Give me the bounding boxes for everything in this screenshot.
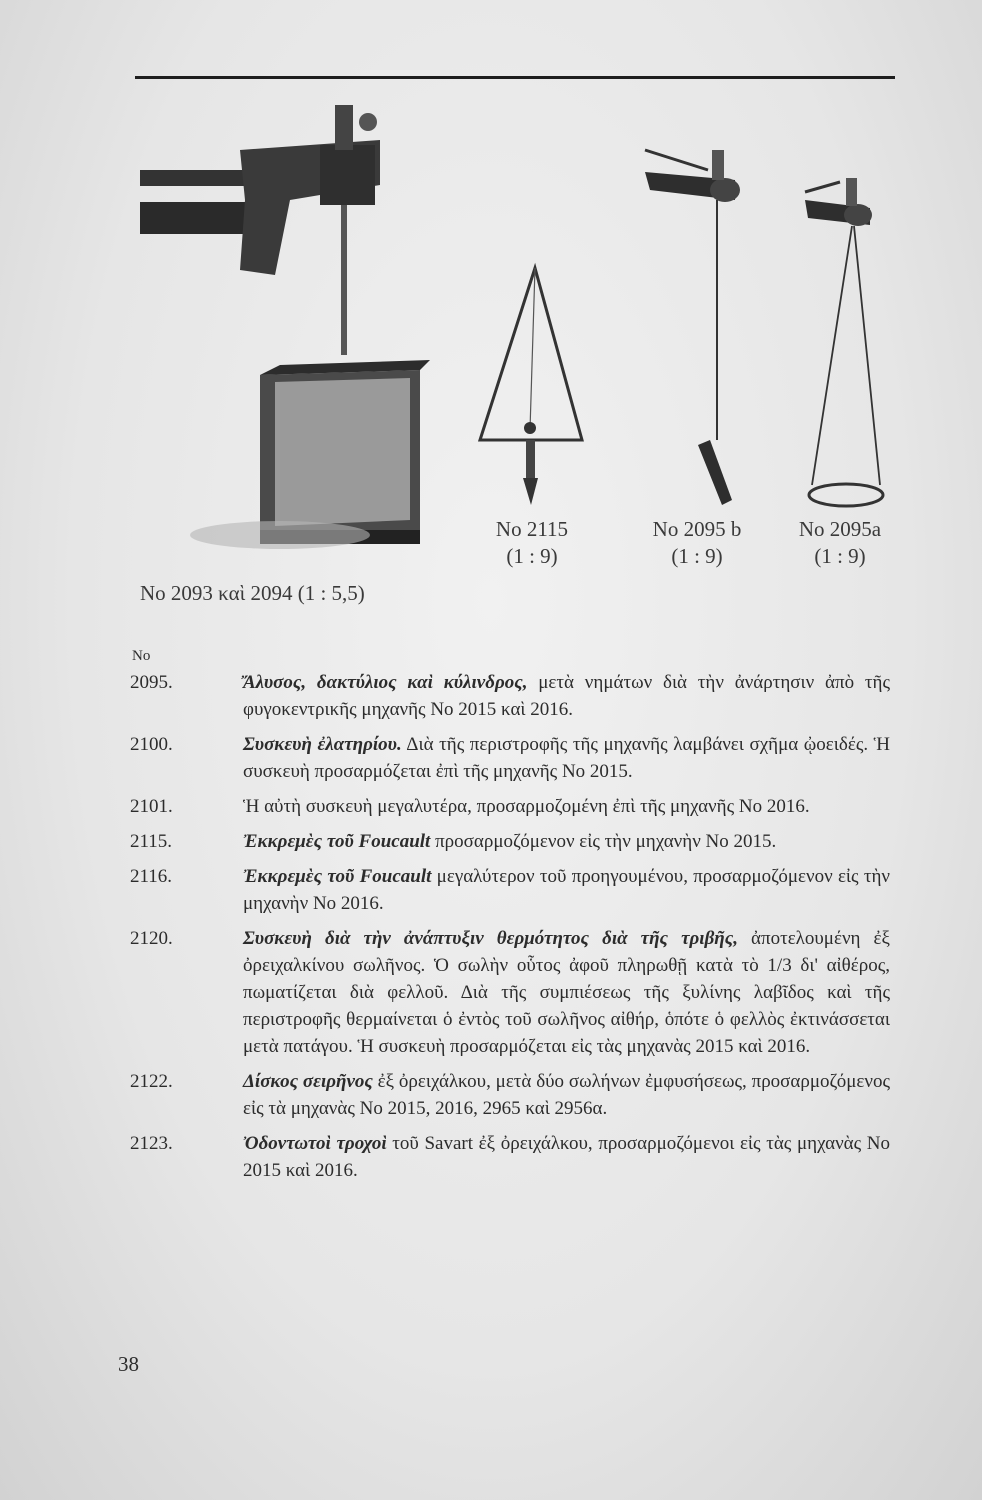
entry-title: Δίσκος σειρῆνος [243, 1071, 373, 1092]
entry-text: Ἡ αὐτὴ συσκευὴ μεγαλυτέρα, προσαρμοζομένη ἐπὶ τῆς μηχανῆς No 2016. [243, 796, 810, 817]
caption-2095a-label: No 2095a [798, 517, 882, 541]
entry-text: τοῦ Savart ἐξ ὀρειχάλκου, προσαρμοζόμενοι εἰς τὰς μηχανὰς No 2015 καὶ 2016. [243, 1133, 891, 1181]
catalog-entries [130, 648, 890, 1192]
caption-2095a-scale: (1 : 9) [814, 544, 866, 568]
hanging-cylinder-figure [640, 90, 770, 520]
foucault-pendulum-figure [470, 90, 600, 520]
entry-title: Ἐκκρεμὲς τοῦ Foucault [243, 831, 431, 852]
list-item [130, 669, 890, 723]
caption-2095b [622, 516, 772, 570]
entry-number: 2116. [130, 866, 173, 887]
entry-number: 2095. [130, 672, 173, 693]
list-item [130, 1068, 890, 1122]
entry-title: Ἄλυσος, δακτύλιος καὶ κύλινδρος, [243, 672, 528, 693]
entry-number: 2120. [130, 928, 173, 949]
list-item [130, 863, 890, 917]
entry-title: Συσκευὴ διὰ τὴν ἀνάπτυξιν θερμότητος διὰ τῆς τριβῆς, [243, 928, 738, 949]
caption-2115-label: No 2115 [495, 517, 569, 541]
number-column-header: No [132, 648, 151, 664]
entry-title: Συσκευὴ ἐλατηρίου. [243, 734, 402, 755]
entry-text: προσαρμοζόμενον εἰς τὴν μηχανὴν No 2015. [430, 831, 777, 852]
entry-title: Ὀδοντωτοὶ τροχοὶ [243, 1133, 387, 1154]
clamp-box-figure [130, 90, 460, 560]
entry-number: 2100. [130, 734, 173, 755]
caption-2115 [472, 516, 592, 570]
entry-text: ἀποτελουμένη ἐξ ὀρειχαλκίνου σωλῆνος. Ὁ σωλὴν οὗτος ἀφοῦ πληρωθῇ κατὰ τὸ 1/3 δι' αἰθέρος, πωματίζεται διὰ φελλοῦ. Διὰ τῆς συμπιέσεως τῆς ξυλίνης λαβῖδος καὶ τῆς περιστροφῆς θερμαίνεται ὁ ἐντὸς τοῦ σωλῆνος αἰθήρ, ὁπότε ὁ φελλὸς ἐκτινάσσεται μετὰ πατάγου. Ἡ συσκευὴ προσαρμόζεται εἰς τὰς μηχανὰς 2015 καὶ 2016. [243, 928, 891, 1057]
caption-2093 [140, 580, 460, 607]
caption-2095a [770, 516, 910, 570]
list-item [130, 793, 890, 820]
entry-title: Ἐκκρεμὲς τοῦ Foucault [243, 866, 432, 887]
top-rule [135, 76, 895, 79]
entry-text: ἐξ ὀρειχάλκου, μετὰ δύο σωλήνων ἐμφυσήσεως, προσαρμοζόμενος εἰς τὰ μηχανὰς No 2015, 2016, 2965 καὶ 2956α. [243, 1071, 891, 1119]
entry-number: 2122. [130, 1071, 173, 1092]
caption-2095b-scale: (1 : 9) [671, 544, 723, 568]
list-item [130, 731, 890, 785]
caption-2095b-label: No 2095 b [652, 517, 742, 541]
list-item [130, 1130, 890, 1184]
entry-text: μετὰ νημάτων διὰ τὴν ἀνάρτησιν ἀπὸ τῆς φυγοκεντρικῆς μηχανῆς No 2015 καὶ 2016. [243, 672, 890, 720]
entry-text: μεγαλύτερον τοῦ προηγουμένου, προσαρμοζόμενον εἰς τὴν μηχανὴν No 2016. [243, 866, 890, 914]
caption-2093-text: No 2093 καὶ 2094 (1 : 5,5) [140, 581, 365, 605]
list-item [130, 925, 890, 1060]
hanging-ring-figure [790, 90, 910, 520]
entry-number: 2101. [130, 796, 173, 817]
page-number: 38 [118, 1352, 139, 1376]
entry-number: 2115. [130, 831, 173, 852]
entry-text: Διὰ τῆς περιστροφῆς τῆς μηχανῆς λαμβάνει σχῆμα ᾠοειδές. Ἡ συσκευὴ προσαρμόζεται ἐπὶ τῆς μηχανῆς No 2015. [243, 734, 891, 782]
entry-number: 2123. [130, 1133, 173, 1154]
list-item [130, 828, 890, 855]
caption-2115-scale: (1 : 9) [506, 544, 558, 568]
